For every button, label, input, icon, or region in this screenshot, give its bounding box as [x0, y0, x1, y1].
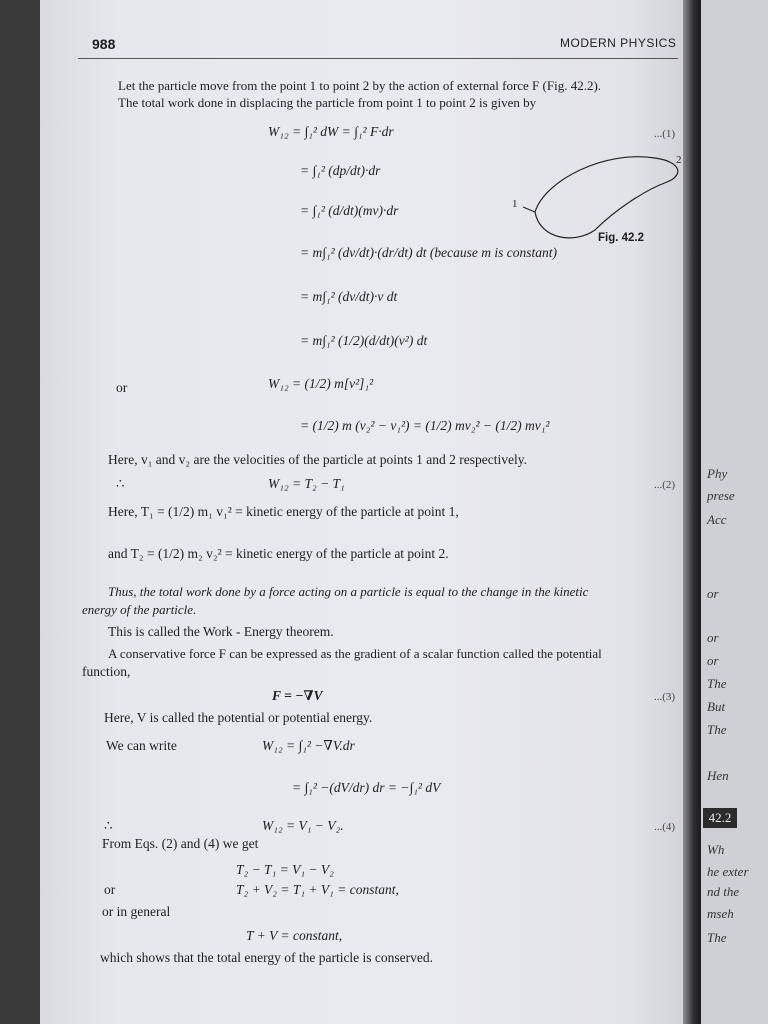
word-or: or [104, 882, 116, 897]
next-page-fragment: Hen [707, 768, 729, 783]
equation-line: = m∫₁² (dv/dt)·v dt [300, 289, 398, 304]
next-page-section-tag: 42.2 [703, 808, 737, 828]
next-page-fragment: nd the [707, 884, 740, 899]
figure-label-start: 1 [512, 198, 518, 210]
equation-line: = m∫₁² (dv/dt)·(dr/dt) dt (because m is constant) [300, 245, 558, 260]
figure-caption: Fig. 42.2 [598, 232, 645, 244]
work-potential-equation-cont: = ∫₁² −(dV/dr) dr = −∫₁² dV [292, 780, 441, 795]
equation-line: W₁₂ = ∫₁² dW = ∫₁² F·dr [268, 124, 394, 139]
equation-2: W₁₂ = T₂ − T₁ [268, 476, 345, 491]
equation-line: = ∫₁² (dp/dt)·dr [300, 163, 381, 178]
kinetic-energy-2: and T₂ = (1/2) m₂ v₂² = kinetic energy of the particle at point 2. [108, 546, 449, 561]
book-spine [683, 0, 701, 1024]
next-page-fragment: or [707, 586, 719, 601]
result-equation-3: T + V = constant, [246, 928, 343, 943]
next-page-fragment: Wh [707, 842, 725, 857]
in-general-text: or in general [102, 904, 171, 919]
next-page-fragment: or [707, 653, 719, 668]
next-page-fragment: The [707, 722, 727, 737]
running-title: MODERN PHYSICS [560, 36, 677, 50]
equation-4: W₁₂ = V₁ − V₂. [262, 818, 344, 833]
work-energy-statement: Thus, the total work done by a force acting on a particle is equal to the change in the kinetic [108, 584, 589, 599]
next-page-edge [701, 0, 768, 1024]
result-equation-1: T₂ − T₁ = V₁ − V₂ [236, 862, 334, 877]
conclusion-text: which shows that the total energy of the particle is conserved. [100, 950, 434, 965]
therefore-symbol: ∴ [104, 818, 113, 833]
equation-number: ...(1) [654, 128, 676, 140]
equation-line: W₁₂ = (1/2) m[v²]₁² [268, 376, 374, 391]
header-rule [78, 58, 678, 59]
equation-line: = m∫₁² (1/2)(d/dt)(v²) dt [300, 333, 428, 348]
next-page-fragment: The [707, 930, 727, 945]
conservative-force-text: A conservative force F can be expressed as the gradient of a scalar function called the potential [108, 646, 602, 661]
kinetic-energy-1: Here, T₁ = (1/2) m₁ v₁² = kinetic energy of the particle at point 1, [108, 504, 459, 519]
intro-line-1: Let the particle move from the point 1 to point 2 by the action of external force F (Fig. 42.2). [118, 78, 602, 93]
equation-line: = ∫₁² (d/dt)(mv)·dr [300, 203, 399, 218]
word-or: or [116, 380, 128, 395]
next-page-fragment: or [707, 630, 719, 645]
next-page-fragment: But [707, 699, 726, 714]
therefore-symbol: ∴ [116, 476, 125, 491]
next-page-fragment: The [707, 676, 727, 691]
potential-text: Here, V is called the potential or potential energy. [104, 710, 373, 725]
next-page-fragment: Phy [707, 466, 728, 481]
result-equation-2: T₂ + V₂ = T₁ + V₁ = constant, [236, 882, 399, 897]
we-can-write: We can write [106, 738, 177, 753]
next-page-fragment: Acc [707, 512, 727, 527]
equation-number: ...(3) [654, 691, 676, 703]
theorem-name: This is called the Work - Energy theorem. [108, 624, 334, 639]
conservative-force-text-cont: function, [82, 664, 131, 679]
intro-line-2: The total work done in displacing the particle from point 1 to point 2 is given by [118, 95, 537, 110]
next-page-fragment: he exter [707, 864, 749, 879]
next-page-fragment: prese [707, 488, 735, 503]
equation-3: F = −∇V [272, 688, 323, 703]
work-potential-equation: W₁₂ = ∫₁² −∇V.dr [262, 738, 355, 753]
equation-number: ...(4) [654, 821, 676, 833]
next-page-fragment: mseh [707, 906, 734, 921]
figure-label-end: 2 [676, 154, 682, 166]
page-number: 988 [92, 36, 116, 52]
trajectory-figure [505, 140, 685, 250]
velocities-text: Here, v₁ and v₂ are the velocities of the particle at points 1 and 2 respectively. [108, 452, 528, 467]
equation-line: = (1/2) m (v₂² − v₁²) = (1/2) mv₂² − (1/2) mv₁² [300, 418, 550, 433]
work-energy-statement-cont: energy of the particle. [82, 602, 197, 617]
from-eqs-text: From Eqs. (2) and (4) we get [102, 836, 259, 851]
equation-number: ...(2) [654, 479, 676, 491]
